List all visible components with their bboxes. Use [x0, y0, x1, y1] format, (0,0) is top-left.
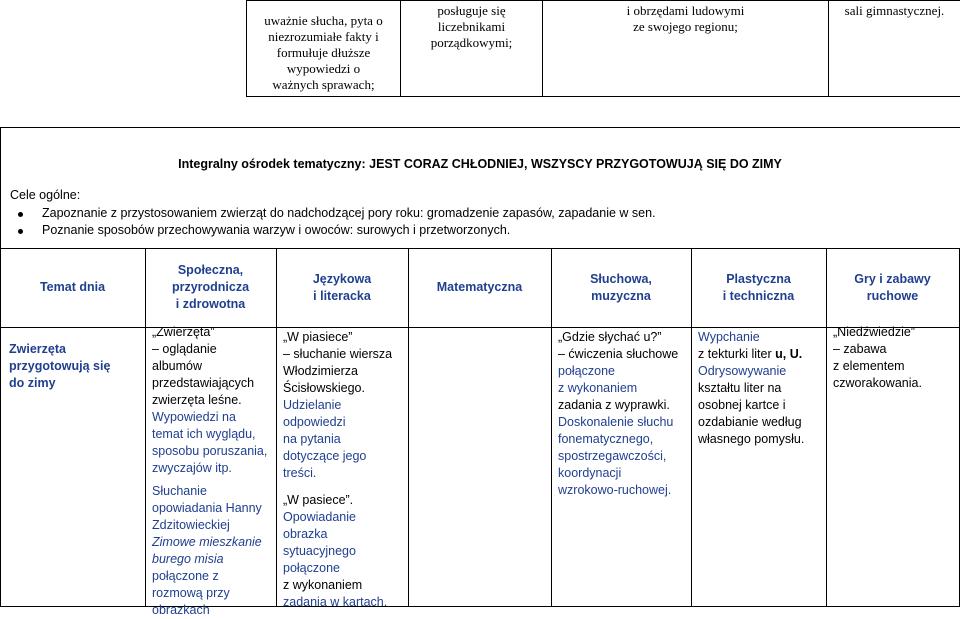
- goal-item: [0, 222, 960, 239]
- cell-text: Opowiadanie: [283, 510, 356, 524]
- goal-text: Zapoznanie z przystosowaniem zwierząt do nadchodzącej pory roku: gromadzenie zapasów, zapadanie w sen.: [42, 206, 656, 220]
- cell-text-bold: u, U.: [775, 347, 803, 361]
- header-math: [408, 279, 551, 296]
- cell-text: czworakowania.: [833, 376, 922, 390]
- cell-text: osobnej kartce i: [698, 398, 786, 412]
- header-text: przyrodnicza: [171, 280, 250, 294]
- cell-text: Słuchanie: [152, 484, 207, 498]
- cell-text: fonematycznego,: [558, 432, 654, 446]
- cell-text: na pytania: [283, 432, 341, 446]
- header-text: i techniczna: [722, 289, 795, 303]
- cell-text: połączone: [558, 364, 615, 378]
- cell-text: zadania z wyprawki.: [558, 398, 670, 412]
- header-text: Temat dnia: [39, 280, 106, 294]
- cell-text: obrazkach: [152, 603, 210, 617]
- cell-text: „Gdzie słychać u?”: [558, 330, 662, 344]
- cell-text: ozdabianie według: [698, 415, 802, 429]
- cell-text: z wykonaniem: [283, 578, 363, 592]
- goal-item: [0, 205, 960, 222]
- goal-text: Poznanie sposobów przechowywania warzyw i owoców: surowych i przetworzonych.: [42, 223, 511, 237]
- text-line: uważnie słucha, pyta o: [264, 13, 383, 28]
- cell-language: [283, 329, 407, 611]
- cell-text: temat ich wyglądu,: [152, 427, 256, 441]
- cell-text: – słuchanie wiersza: [283, 347, 393, 361]
- cell-text: zwierzęta leśne.: [152, 393, 242, 407]
- cell-text: z wykonaniem: [558, 381, 638, 395]
- header-text: Językowa: [312, 272, 372, 286]
- bullet-icon: [18, 212, 23, 217]
- text-line: niezrozumiałe fakty i: [268, 29, 379, 44]
- cell-text: spostrzegawczości,: [558, 449, 667, 463]
- cell-text: Zwierzęta: [9, 342, 66, 356]
- cell-text: wzrokowo-ruchowej.: [558, 483, 672, 497]
- cell-text: własnego pomysłu.: [698, 432, 805, 446]
- top-cell-2: [401, 3, 542, 51]
- cell-text: koordynacji: [558, 466, 622, 480]
- goals-list: [0, 205, 960, 239]
- cell-text: „Zwierzęta”: [152, 325, 215, 339]
- header-language: [276, 271, 408, 305]
- cell-text: przygotowują się: [9, 359, 111, 373]
- text-line: liczebnikami: [437, 19, 506, 34]
- text-line: porządkowymi;: [430, 35, 513, 50]
- text-line: formułuje dłuższe: [276, 45, 371, 60]
- text-line: sali gimnastycznej.: [844, 3, 945, 18]
- cell-text: odpowiedzi: [283, 415, 346, 429]
- text-line: ważnych sprawach;: [272, 77, 375, 92]
- cell-text: kształtu liter na: [698, 381, 782, 395]
- cell-music: [558, 329, 690, 499]
- header-text: muzyczna: [591, 289, 651, 303]
- cell-text: Włodzimierza: [283, 364, 359, 378]
- cell-text: Ścisłowskiego.: [283, 381, 365, 395]
- header-social: [145, 262, 276, 313]
- text-line: ze swojego regionu;: [633, 19, 738, 34]
- cell-text: obrazka: [283, 527, 328, 541]
- header-text: Społeczna,: [177, 263, 244, 277]
- bullet-icon: [18, 229, 23, 234]
- cell-text: – oglądanie: [152, 342, 217, 356]
- cell-text: Doskonalenie słuchu: [558, 415, 674, 429]
- cell-topic: [9, 341, 143, 392]
- text-line: i obrzędami ludowymi: [626, 3, 745, 18]
- header-text: i zdrowotna: [175, 297, 246, 311]
- goals-label: Cele ogólne:: [10, 188, 81, 202]
- header-topic: [0, 279, 145, 296]
- header-text: Gry i zabawy: [854, 272, 931, 286]
- cell-text: „W piasiece”: [283, 330, 353, 344]
- cell-text: dotyczące jego: [283, 449, 367, 463]
- cell-text: z tekturki liter: [698, 347, 776, 361]
- cell-text: sytuacyjnego: [283, 544, 356, 558]
- cell-art: [698, 329, 825, 448]
- header-text: Plastyczna: [726, 272, 791, 286]
- cell-text: Wypowiedzi na: [152, 410, 236, 424]
- cell-text: Zdzitowieckiej: [152, 518, 230, 532]
- cell-text: treści.: [283, 466, 317, 480]
- cell-text: Zimowe mieszkanie: [152, 535, 262, 549]
- cell-text: zwyczajów itp.: [152, 461, 232, 475]
- cell-text: albumów: [152, 359, 203, 373]
- cell-text: – ćwiczenia słuchowe: [558, 347, 679, 361]
- cell-text: burego misia: [152, 552, 224, 566]
- header-music: [551, 271, 691, 305]
- text-line: posługuje się: [437, 3, 506, 18]
- cell-text: Udzielanie: [283, 398, 342, 412]
- theme-title: Integralny ośrodek tematyczny: JEST CORAZ CHŁODNIEJ, WSZYSCY PRZYGOTOWUJĄ SIĘ DO ZIMY: [178, 157, 782, 171]
- cell-text: opowiadania Hanny: [152, 501, 262, 515]
- cell-text: Odrysowywanie: [698, 364, 787, 378]
- cell-text: przedstawiających: [152, 376, 255, 390]
- top-cell-1: [247, 13, 400, 93]
- header-art: [691, 271, 826, 305]
- cell-games: [833, 324, 958, 392]
- cell-text: Wypchanie: [698, 330, 760, 344]
- cell-text: do zimy: [9, 376, 56, 390]
- cell-text: połączone: [283, 561, 340, 575]
- cell-social: [152, 324, 274, 619]
- header-text: Matematyczna: [436, 280, 523, 294]
- cell-text: sposobu poruszania,: [152, 444, 268, 458]
- text-line: wypowiedzi o: [286, 61, 361, 76]
- header-games: [826, 271, 959, 305]
- cell-text: zadania w kartach.: [283, 595, 388, 609]
- cell-text: rozmową przy: [152, 586, 230, 600]
- cell-text: „W pasiece”.: [283, 493, 354, 507]
- header-text: i literacka: [313, 289, 371, 303]
- cell-text: „Niedźwiedzie”: [833, 325, 915, 339]
- cell-text: połączone z: [152, 569, 219, 583]
- header-text: ruchowe: [866, 289, 919, 303]
- top-cell-3: [543, 3, 828, 35]
- cell-text: – zabawa: [833, 342, 887, 356]
- header-text: Słuchowa,: [590, 272, 652, 286]
- top-cell-4: [829, 3, 960, 19]
- cell-text: z elementem: [833, 359, 905, 373]
